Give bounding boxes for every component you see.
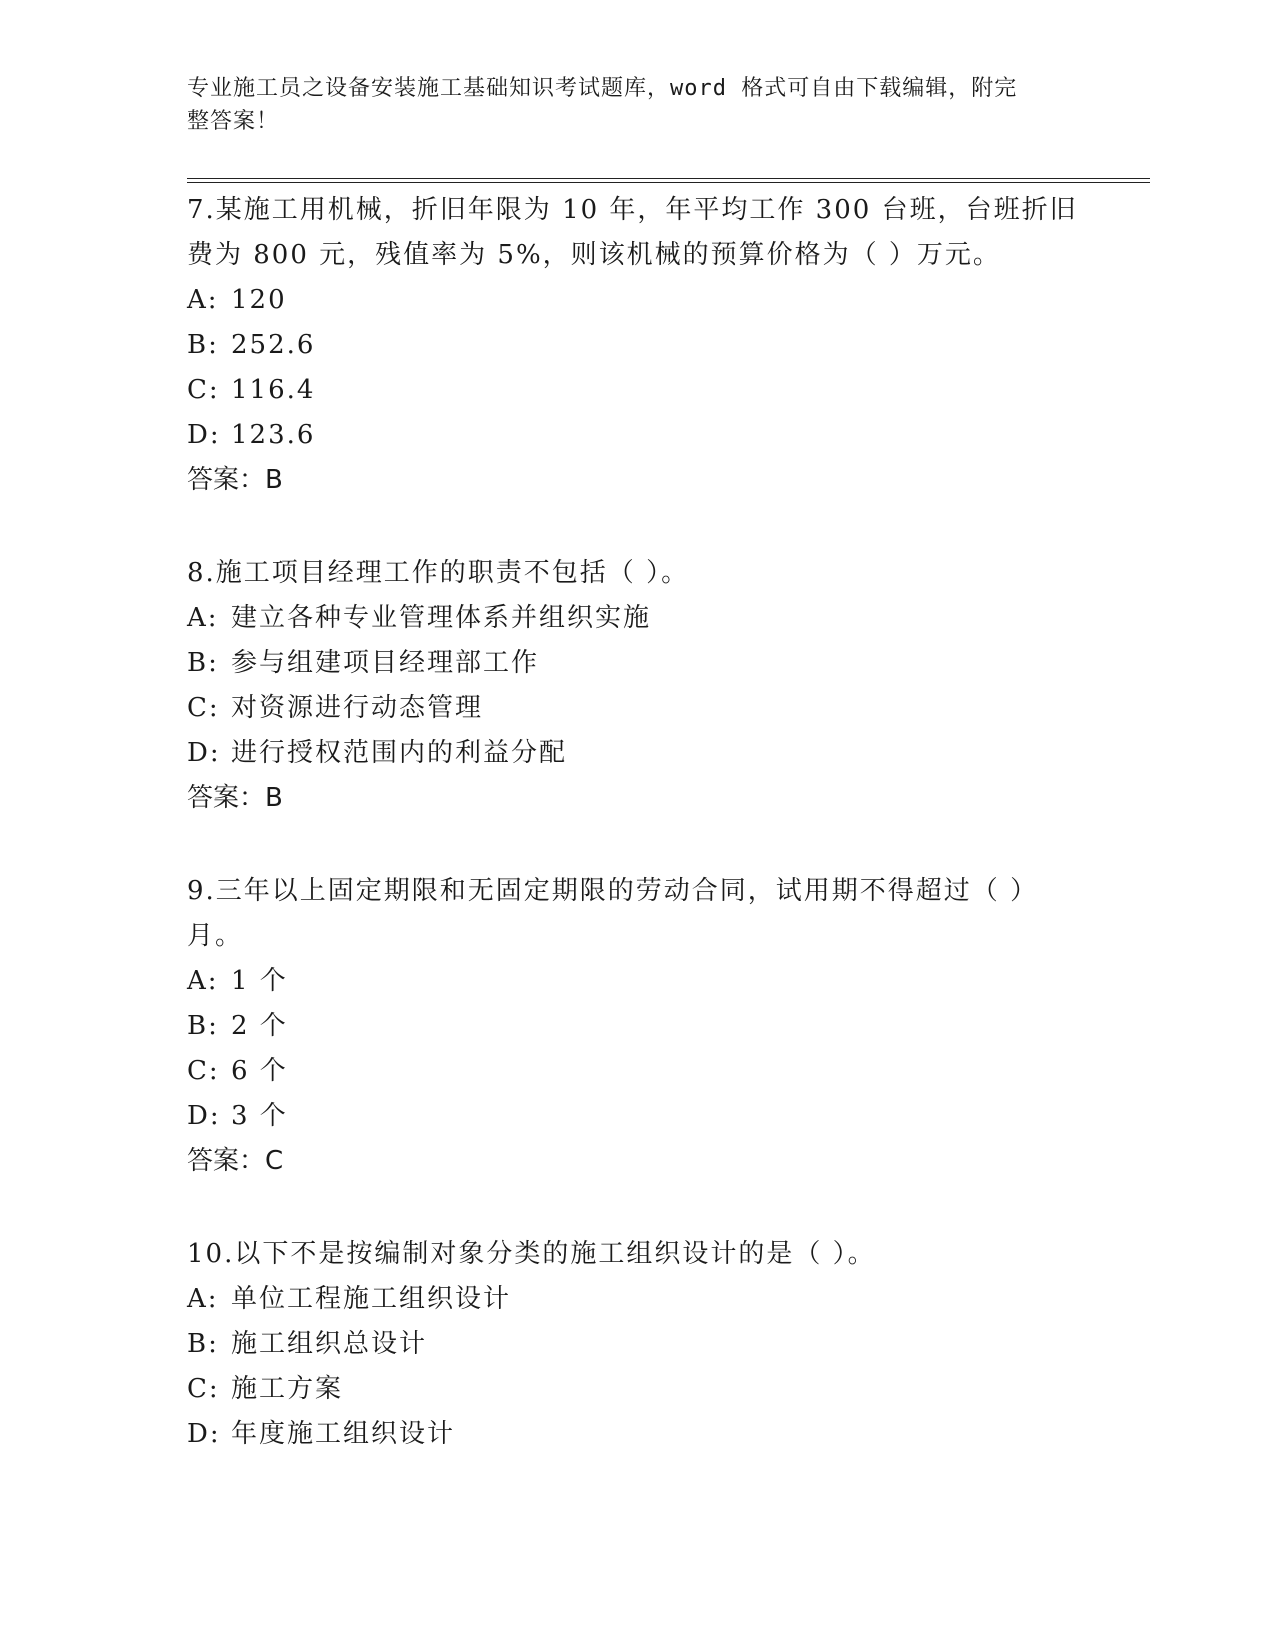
option-d bbox=[187, 413, 1087, 458]
header-line-1: 专业施工员之设备安装施工基础知识考试题库，word 格式可自由下载编辑，附完 bbox=[187, 76, 1018, 101]
option-text: 1 个 bbox=[231, 966, 288, 996]
option-letter: D: bbox=[187, 1101, 221, 1131]
option-letter: A: bbox=[187, 1284, 219, 1314]
option-a bbox=[187, 959, 1087, 1004]
question-stem-line: 8.施工项目经理工作的职责不包括（ ）。 bbox=[187, 558, 690, 588]
question-stem-line: 费为 800 元，残值率为 5%，则该机械的预算价格为（ ）万元。 bbox=[187, 240, 1001, 270]
option-letter: B: bbox=[187, 1329, 219, 1359]
option-c bbox=[187, 1367, 1087, 1412]
option-d bbox=[187, 1094, 1087, 1139]
option-text: 6 个 bbox=[231, 1056, 288, 1086]
option-letter: A: bbox=[187, 603, 219, 633]
option-b bbox=[187, 1322, 1087, 1367]
option-letter: C: bbox=[187, 693, 220, 723]
document-header bbox=[187, 72, 1067, 138]
answer-line: 答案：B bbox=[187, 465, 283, 495]
question-8 bbox=[187, 551, 1087, 821]
option-letter: C: bbox=[187, 1056, 220, 1086]
option-c bbox=[187, 1049, 1087, 1094]
option-letter: A: bbox=[187, 285, 219, 315]
option-text: 3 个 bbox=[231, 1101, 288, 1131]
question-10 bbox=[187, 1232, 1087, 1457]
question-stem-line: 10.以下不是按编制对象分类的施工组织设计的是（ ）。 bbox=[187, 1239, 876, 1269]
question-9 bbox=[187, 869, 1087, 1184]
option-text: 施工方案 bbox=[231, 1374, 344, 1404]
option-d bbox=[187, 1412, 1087, 1457]
option-c bbox=[187, 686, 1087, 731]
answer-line: 答案：B bbox=[187, 783, 283, 813]
question-stem-line: 7.某施工用机械，折旧年限为 10 年，年平均工作 300 台班，台班折旧 bbox=[187, 195, 1078, 225]
question-7 bbox=[187, 188, 1087, 503]
option-a bbox=[187, 278, 1087, 323]
option-letter: D: bbox=[187, 1419, 221, 1449]
option-text: 施工组织总设计 bbox=[231, 1329, 428, 1359]
option-text: 参与组建项目经理部工作 bbox=[231, 648, 540, 678]
option-letter: C: bbox=[187, 375, 220, 405]
option-text: 单位工程施工组织设计 bbox=[231, 1284, 512, 1314]
option-b bbox=[187, 1004, 1087, 1049]
option-text: 123.6 bbox=[231, 420, 316, 450]
option-text: 年度施工组织设计 bbox=[231, 1419, 456, 1449]
option-letter: C: bbox=[187, 1374, 220, 1404]
question-stem-line: 月。 bbox=[187, 921, 244, 951]
option-d bbox=[187, 731, 1087, 776]
header-divider-top bbox=[187, 178, 1150, 179]
option-letter: D: bbox=[187, 420, 221, 450]
option-b bbox=[187, 323, 1087, 368]
option-b bbox=[187, 641, 1087, 686]
option-c bbox=[187, 368, 1087, 413]
option-text: 116.4 bbox=[231, 375, 316, 405]
option-text: 对资源进行动态管理 bbox=[231, 693, 484, 723]
option-text: 252.6 bbox=[231, 330, 316, 360]
header-divider-bottom bbox=[187, 182, 1150, 183]
option-text: 2 个 bbox=[231, 1011, 288, 1041]
answer-line: 答案：C bbox=[187, 1146, 284, 1176]
header-line-2: 整答案！ bbox=[187, 109, 280, 134]
option-letter: A: bbox=[187, 966, 219, 996]
option-letter: D: bbox=[187, 738, 221, 768]
option-letter: B: bbox=[187, 648, 219, 678]
option-a bbox=[187, 1277, 1087, 1322]
option-letter: B: bbox=[187, 1011, 219, 1041]
option-text: 建立各种专业管理体系并组织实施 bbox=[231, 603, 652, 633]
option-text: 进行授权范围内的利益分配 bbox=[231, 738, 568, 768]
option-a bbox=[187, 596, 1087, 641]
question-stem-line: 9.三年以上固定期限和无固定期限的劳动合同，试用期不得超过（ ） bbox=[187, 876, 1039, 906]
option-text: 120 bbox=[231, 285, 287, 315]
option-letter: B: bbox=[187, 330, 219, 360]
